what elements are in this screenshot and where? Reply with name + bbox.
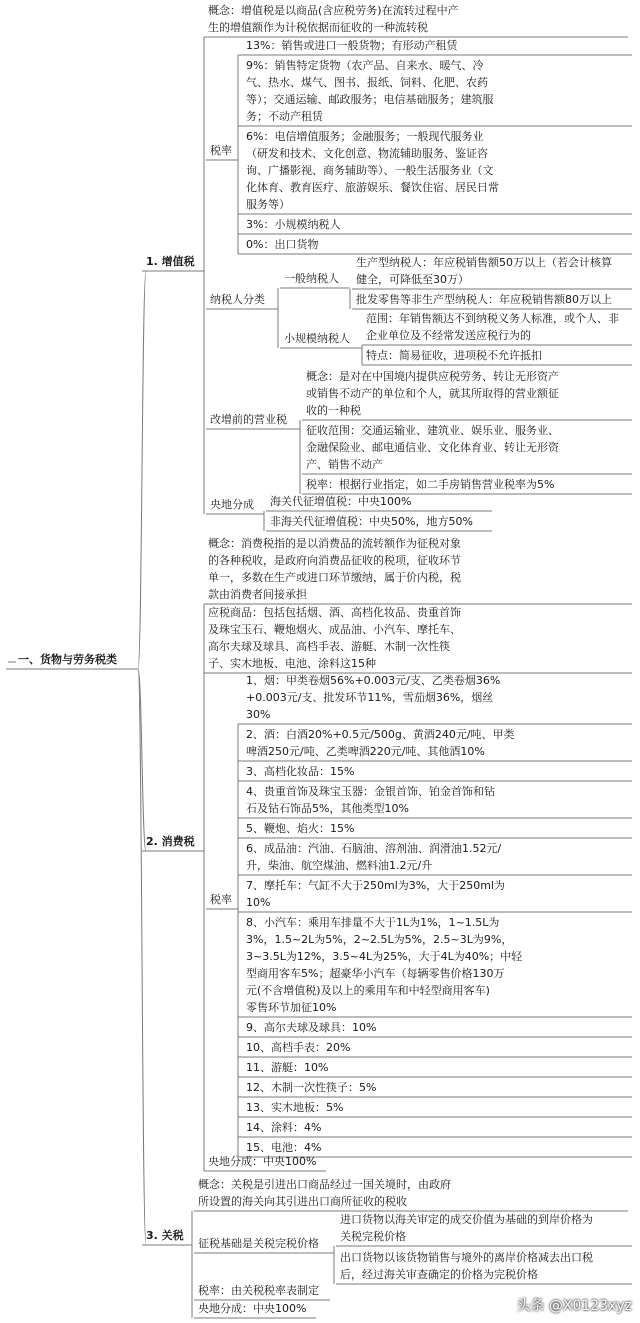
consumption-rate-item: 1、烟：甲类卷烟56%+0.003元/支、乙类卷烟36% +0.003元/支、批发环节11%，雪茄烟36%，烟丝 30% (246, 674, 501, 721)
customs-rate: 税率：由关税税率表制定 (198, 1284, 319, 1297)
customs-split: 央地分成：中央100% (198, 1302, 307, 1315)
consumption-rate-item: 15、电池：4% (246, 1141, 322, 1154)
general-taxpayer-item: 批发零售等非生产型纳税人：年应税销售额80万以上 (356, 293, 612, 306)
consumption-rate-item: 8、小汽车：乘用车排量不大于1L为1%，1~1.5L为 3%，1.5~2L为5%，2~2.5L为5%，2.5~3L为9%， 3~3.5L为12%，3.5~4L为25%，大于4L为40%；中轻 型商用客车5%；超豪华小汽车（每辆零售价格130万 元(不含增值税)及以上的乘用车和中轻型商用客车) 零售环节加征10% (246, 916, 523, 1014)
vat-rate-item: 9%：销售特定货物（农产品、自来水、暖气、冷 气、热水、煤气、图书、报纸、饲料、化肥、农药 等）；交通运输、邮政服务；电信基础服务；建筑服 务；不动产租赁 (246, 59, 494, 123)
consumption-rate-item: 7、摩托车：气缸不大于250ml为3%，大于250ml为 10% (246, 879, 505, 909)
customs-base-item: 进口货物以海关审定的成交价值为基础的到岸价格为 关税完税价格 (340, 1213, 593, 1243)
customs-title: 3. 关税 (146, 1229, 184, 1242)
vat-split-item: 非海关代征增值税：中央50%，地方50% (270, 515, 473, 528)
consumption-concept: 概念：消费税指的是以消费品的流转额作为征税对象 的各种税收，是政府向消费品征收的税项，征收环节 单一，多数在生产或进口环节缴纳，属于价内税，税 款由消费者间接承担 (208, 537, 461, 601)
small-taxpayer-label: 小规模纳税人 (284, 332, 350, 345)
consumption-rate-item: 2、酒：白酒20%+0.5元/500g、黄酒240元/吨、甲类 啤酒250元/吨、乙类啤酒220元/吨、其他酒10% (246, 728, 515, 758)
consumption-rate-item: 4、贵重首饰及珠宝玉器：金银首饰、铂金首饰和钻 石及钻石饰品5%，其他类型10% (246, 785, 495, 815)
general-taxpayer-label: 一般纳税人 (284, 272, 339, 285)
business-tax-item: 税率：根据行业指定，如二手房销售营业税率为5% (306, 478, 555, 491)
taxpayer-class-label: 纳税人分类 (210, 293, 265, 306)
small-taxpayer-item: 特点：简易征收，进项税不允许抵扣 (366, 349, 542, 362)
consumption-rate-item: 13、实木地板：5% (246, 1101, 344, 1114)
connector (138, 271, 146, 669)
consumption-rate-item: 11、游艇：10% (246, 1061, 329, 1074)
consumption-rate-item: 3、高档化妆品：15% (246, 765, 355, 778)
customs-concept: 概念：关税是引进出口商品经过一国关境时，由政府 所设置的海关向其引进出口商所征收的税收 (198, 1178, 451, 1208)
consumption-rate-item: 12、木制一次性筷子：5% (246, 1081, 377, 1094)
vat-title: 1. 增值税 (146, 255, 195, 268)
vat-rate-item: 3%：小规模纳税人 (246, 218, 341, 231)
consumption-rate-label: 税率 (210, 893, 232, 906)
customs-base-label: 征税基础是关税完税价格 (198, 1237, 319, 1250)
consumption-rate-item: 14、涂料：4% (246, 1121, 322, 1134)
consumption-rate-item: 6、成品油：汽油、石脑油、溶剂油、润滑油1.52元/ 升，柴油、航空煤油、燃料油1.2元/升 (246, 842, 502, 872)
vat-rate-item: 13%：销售或进口一般货物；有形动产租赁 (246, 39, 458, 52)
business-tax-label: 改增前的营业税 (210, 413, 287, 426)
vat-concept: 概念：增值税是以商品(含应税劳务)在流转过程中产 生的增值额作为计税依据而征收的一种流转税 (208, 4, 459, 34)
vat-rate-item: 0%：出口货物 (246, 238, 319, 251)
business-tax-item: 征收范围：交通运输业、建筑业、娱乐业、服务业、 金融保险业、邮电通信业、文化体育业、转让无形资 产、销售不动产 (306, 424, 559, 471)
vat-rate-item: 6%：电信增值服务；金融服务；一般现代服务业 （研发和技术、文化创意、物流辅助服务、鉴证咨 询、广播影视、商务辅助等）、一般生活服务业（文 化体育、教育医疗、旅游娱乐、餐饮住宿、居民日常 服务等） (246, 130, 499, 211)
customs-base-item: 出口货物以该货物销售与境外的离岸价格减去出口税 后，经过海关审查确定的价格为完税价格 (340, 1251, 593, 1281)
consumption-split: 央地分成：中央100% (208, 1155, 317, 1168)
small-taxpayer-item: 范围：年销售额达不到纳税义务人标准，或个人、非 企业单位及不经常发送应税行为的 (366, 312, 619, 342)
business-tax-item: 概念：是对在中国境内提供应税劳务、转让无形资产 或销售不动产的单位和个人，就其所取得的营业额征 收的一种税 (306, 370, 559, 417)
vat-split-label: 央地分成 (210, 498, 254, 511)
vat-rate-label: 税率 (210, 144, 232, 157)
consumption-rate-item: 9、高尔夫球及球具：10% (246, 1021, 377, 1034)
general-taxpayer-item: 生产型纳税人：年应税销售额50万以上（若会计核算 健全，可降低至30万） (356, 256, 612, 286)
consumption-rate-item: 10、高档手表：20% (246, 1041, 351, 1054)
taxable-goods: 应税商品：包括包括烟、酒、高档化妆品、贵重首饰 及珠宝玉石、鞭炮烟火、成品油、小汽车、摩托车、 高尔夫球及球具、高档手表、游艇、木制一次性筷 子、实木地板、电池、涂料这15种 (208, 606, 461, 670)
consumption-title: 2. 消费税 (146, 835, 195, 848)
watermark: 头条 @X0123xyz (516, 1298, 632, 1314)
vat-split-item: 海关代征增值税：中央100% (270, 495, 412, 508)
consumption-rate-item: 5、鞭炮、焰火：15% (246, 822, 355, 835)
root-title: 一、货物与劳务税类 (18, 653, 117, 666)
